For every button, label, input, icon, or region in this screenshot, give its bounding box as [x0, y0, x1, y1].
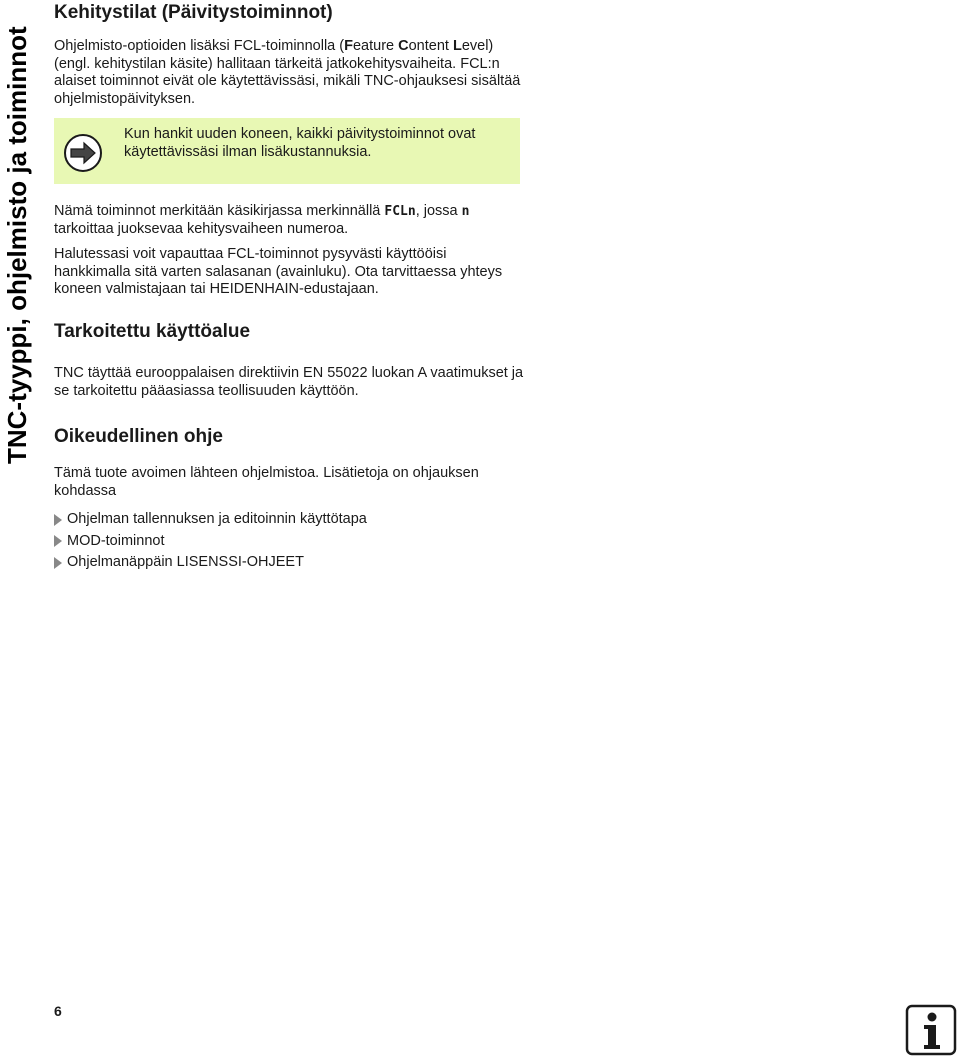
arrow-right-icon: [63, 133, 103, 173]
section-heading-development-levels: Kehitystilat (Päivitystoiminnot): [54, 2, 333, 23]
activation-paragraph: Halutessasi voit vapauttaa FCL-toiminnot pysyvästi käyttööisi hankkimalla sitä varten salasanan (avainluku). Ota tarvittaessa yhteys koneen valmistajaan tai HEIDENHAIN-edustajaan.: [54, 246, 503, 297]
reference-list: [54, 509, 367, 574]
list-item: Ohjelman tallennuksen ja editoinnin käyttötapa: [54, 509, 367, 531]
triangle-bullet-icon: [54, 514, 62, 526]
page-number: 6: [54, 1003, 62, 1019]
info-icon: [905, 1004, 957, 1056]
note-box: [54, 118, 520, 184]
intended-use-paragraph: TNC täyttää eurooppalaisen direktiivin EN 55022 luokan A vaatimukset ja se tarkoitettu pääasiassa teollisuuden käyttöön.: [54, 365, 524, 399]
side-title: TNC-tyyppi, ohjelmisto ja toiminnot: [2, 26, 32, 464]
list-item: MOD-toiminnot: [54, 531, 367, 553]
triangle-bullet-icon: [54, 535, 62, 547]
triangle-bullet-icon: [54, 557, 62, 569]
marking-paragraph: Nämä toiminnot merkitään käsikirjassa merkinnällä FCLn, jossa n tarkoittaa juoksevaa kehitysvaiheen numeroa.: [54, 203, 470, 237]
side-tab: [0, 0, 32, 470]
note-text: Kun hankit uuden koneen, kaikki päivitystoiminnot ovat käytettävissäsi ilman lisäkustannuksia.: [124, 126, 476, 160]
legal-paragraph: Tämä tuote avoimen lähteen ohjelmistoa. Lisätietoja on ohjauksen kohdassa: [54, 465, 479, 499]
section-heading-legal-notice: Oikeudellinen ohje: [54, 426, 223, 447]
list-item: Ohjelmanäppäin LISENSSI-OHJEET: [54, 552, 367, 574]
intro-paragraph: Ohjelmisto-optioiden lisäksi FCL-toiminnolla (Feature Content Level) (engl. kehitystilan käsite) hallitaan tärkeitä jatkokehitysvaiheita. FCL:n alaiset toiminnot eivät ole käytettävissäsi, mikäli TNC-ohjauksesi sisältää ohjelmistopäivityksen.: [54, 38, 521, 107]
section-heading-intended-use: Tarkoitettu käyttöalue: [54, 321, 251, 342]
